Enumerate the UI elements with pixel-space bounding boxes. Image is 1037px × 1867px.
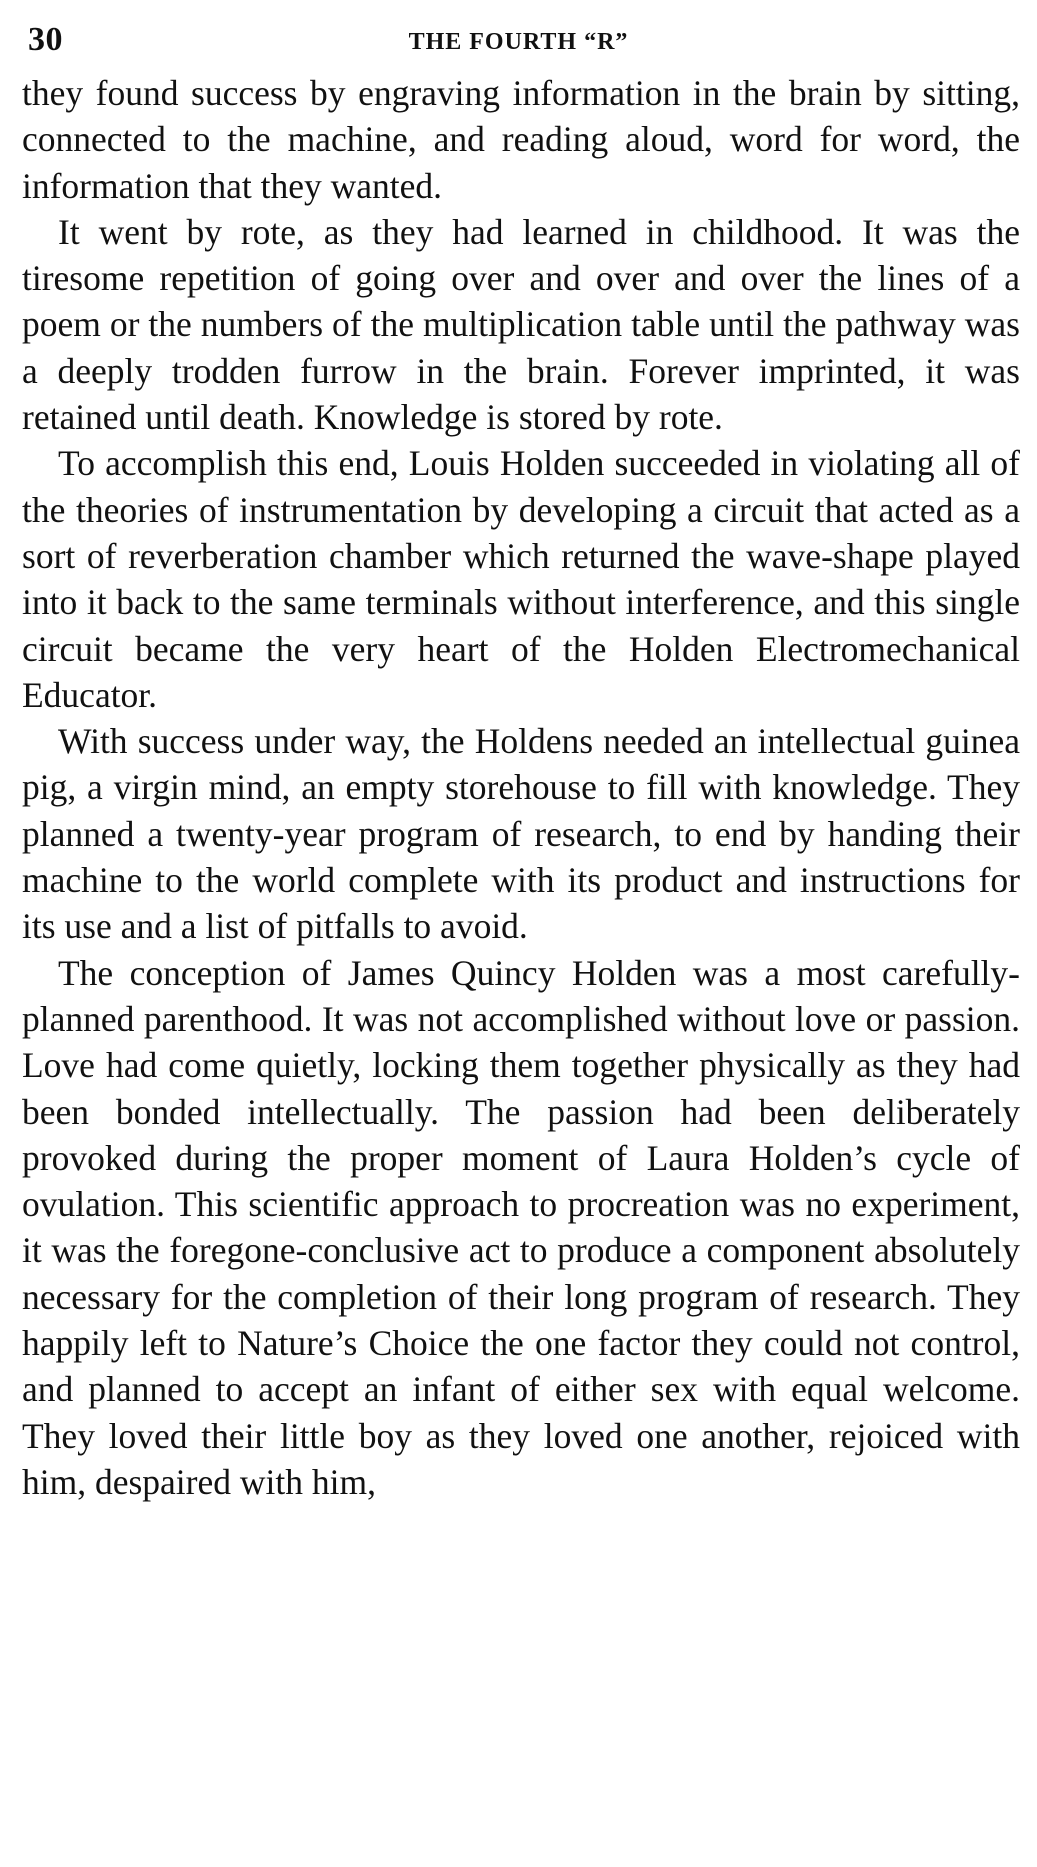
- page-number: 30: [28, 21, 63, 58]
- running-head-title: THE FOURTH “R”: [408, 29, 629, 55]
- page-header: [28, 18, 1009, 62]
- paragraph-continued: they found success by engraving information in the brain by sitting, connected to the machine, and reading aloud, word for word, the information that they wanted.: [22, 73, 1020, 206]
- paragraph-circuit: To accomplish this end, Louis Holden succeeded in violating all of the theories of instrumentation by developing a circuit that acted as a sort of reverberation chamber which returned the wave-shape played into it back to the same terminals without interference, and this single circuit became the very heart of the Holden Electromechanical Educator.: [22, 443, 1020, 715]
- paragraph-rote: It went by rote, as they had learned in childhood. It was the tiresome repetition of going over and over and over the lines of a poem or the numbers of the multiplication table until the pathway was a deeply trodden furrow in the brain. Forever imprinted, it was retained until death. Knowledge is stored by rote.: [22, 211, 1020, 438]
- paragraph-conception: The conception of James Quincy Holden was a most carefully-planned parenthood. It was not accomplished without love or passion. Love had come quietly, locking them together physically as they had been bonded intellectually. The passion had been deliberately provoked during the proper moment of Laura Holden’s cycle of ovulation. This scientific approach to procreation was no experiment, it was the foregone-conclusive act to produce a component absolutely necessary for the completion of their long program of research. They happily left to Nature’s Choice the one factor they could not control, and planned to accept an infant of either sex with equal welcome. They loved their little boy as they loved one another, rejoiced with him, despaired with him,: [22, 952, 1020, 1502]
- body-text: [22, 70, 1020, 1505]
- paragraph-guinea-pig: With success under way, the Holdens needed an intellectual guinea pig, a virgin mind, an empty storehouse to fill with knowledge. They planned a twenty-year program of research, to end by handing their machine to the world complete with its product and instructions for its use and a list of pitfalls to avoid.: [22, 721, 1020, 947]
